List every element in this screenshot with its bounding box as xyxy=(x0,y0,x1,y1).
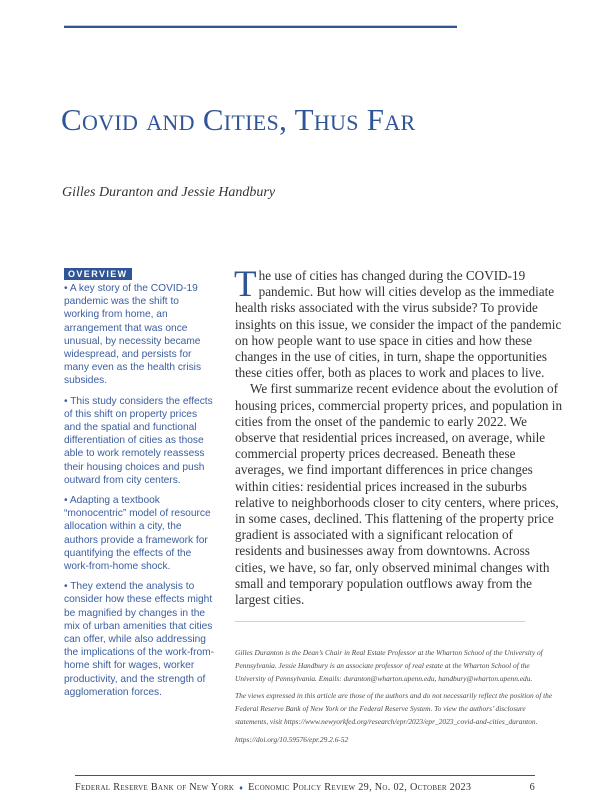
body-paragraph-1 xyxy=(234,264,563,381)
overview-sidebar xyxy=(64,268,216,706)
footnote-rule xyxy=(235,621,525,622)
overview-bullet: • They extend the analysis to consider how these effects might be magnified by changes in the mix of urban amenities that cities can offer, while also addressing the implications of the work-from-home shift for wages, worker productivity, and the strength of agglomeration forces. xyxy=(64,581,215,698)
body-paragraph-2: We first summarize recent evidence about the evolution of housing prices, commercial property prices, and population in cities from the onset of the pandemic to early 2022. We observe that residential prices increased, on average, while commercial property prices decreased. Beneath these averages, we find important differences in price changes within cities: residential prices increased in the suburbs relative to neighborhoods closer to city centers, where prices, in some cases, declined. This flattening of the property price gradient is associated with a significant relocation of residents and businesses away from downtowns. Across cities, we have, so far, only observed minimal changes with small and temporary population outflows away from the largest cities. xyxy=(235,381,563,608)
page-footer xyxy=(75,775,535,793)
overview-bullet: • Adapting a textbook “monocentric” model of resource allocation within a city, the authors provide a framework for quantifying the effects of the work-from-home shock. xyxy=(64,495,211,573)
footnotes xyxy=(235,647,560,752)
disclaimer: The views expressed in this article are those of the authors and do not necessarily reflect the position of the Federal Reserve Bank of New York or the Federal Reserve System. To view the authors’ disclosure statements, visit https://www.newyorkfed.org/research/epr/2023/epr_2023_covid-and-cities_duranton. xyxy=(235,691,553,726)
diamond-separator-icon: ♦ xyxy=(239,783,244,792)
article-body xyxy=(234,264,563,608)
footer-publisher: Federal Reserve Bank of New York xyxy=(75,782,235,793)
paragraph-text: he use of cities has changed during the COVID-19 pandemic. But how will cities develop as the immediate health risks associated with the virus subside? To provide insights on this issue, we consider the impact of the pandemic on how people want to use space in cities and how these changes in the use of cities, in turn, shape the opportunities these cities offer, both as places to work and places to live. xyxy=(235,268,562,381)
author-affiliations: Gilles Duranton is the Dean’s Chair in Real Estate Professor at the Wharton School of the University of Pennsylvania. Jessie Handbury is an associate professor of real estate at the Wharton School of the University of Pennsylvania. Emails: duranton@wharton.upenn.edu, handbury@wharton.upenn.edu. xyxy=(235,648,543,683)
doi-link[interactable]: https://doi.org/10.59576/epr.29.2.6-52 xyxy=(235,734,349,744)
article-authors: Gilles Duranton and Jessie Handbury xyxy=(62,185,276,200)
footer-journal: Economic Policy Review 29, No. 02, October 2023 xyxy=(248,782,472,793)
page-number: 6 xyxy=(529,782,535,793)
header-rule xyxy=(64,26,457,28)
overview-bullet: • This study considers the effects of this shift on property prices and the spatial and functional differentiation of cities as those able to work remotely reassess their housing choices and push outward from city centers. xyxy=(64,395,213,486)
drop-cap: T xyxy=(234,264,257,305)
overview-label: OVERVIEW xyxy=(64,268,132,280)
overview-bullet: • A key story of the COVID-19 pandemic was the shift to working from home, an arrangement that was once unusual, by necessity became widespread, and persists for many even as the health crisis subsides. xyxy=(64,283,202,387)
article-title: Covid and Cities, Thus Far xyxy=(61,102,416,137)
